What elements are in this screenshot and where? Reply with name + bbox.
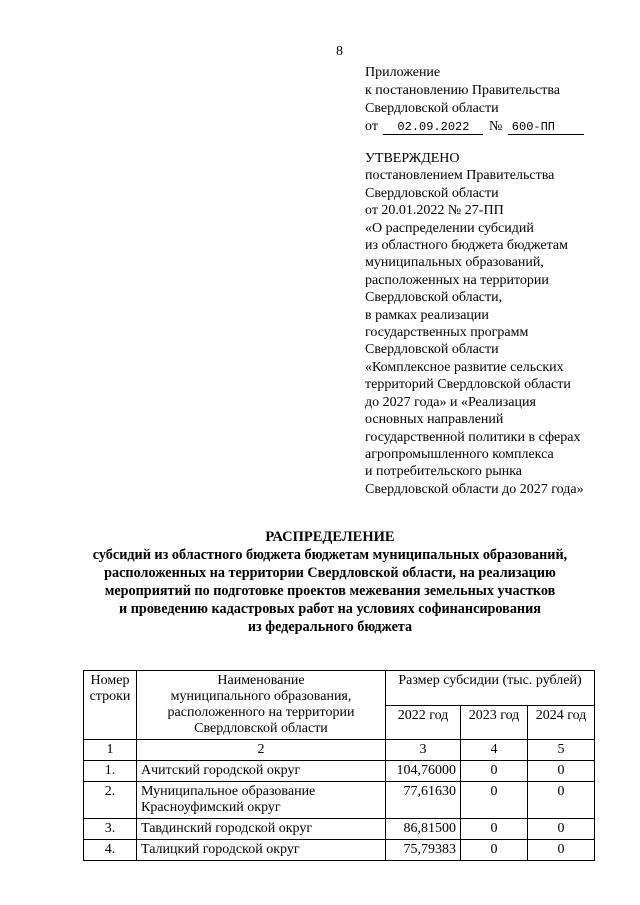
- heading-line: расположенных на территории Свердловской области, на реализацию: [104, 565, 556, 581]
- subsidy-2023: 0: [461, 819, 528, 840]
- date-prefix: от: [365, 119, 378, 134]
- approval-line: и потребительского рынка: [365, 464, 523, 480]
- approval-line: Свердловской области: [365, 342, 499, 358]
- heading-title: РАСПРЕДЕЛЕНИЕ: [265, 529, 395, 545]
- decree-number: 600-ПП: [508, 120, 584, 135]
- approval-line: государственной политики в сферах: [365, 429, 581, 445]
- decree-date-line: [365, 118, 584, 136]
- appendix-line: Свердловской области: [365, 101, 499, 116]
- header-text: муниципального образования,: [170, 689, 352, 704]
- column-number: 2: [137, 740, 386, 761]
- decree-date: 02.09.2022: [383, 120, 483, 135]
- subsidy-2022: 75,79383: [386, 840, 461, 861]
- approval-line: Свердловской области: [365, 185, 499, 201]
- header-municipality-name: [137, 671, 386, 740]
- header-subsidy-size: Размер субсидии (тыс. рублей): [386, 671, 595, 706]
- header-year-2022: 2022 год: [386, 705, 461, 740]
- table-row: [84, 782, 595, 819]
- row-number: 3.: [84, 819, 137, 840]
- approval-line: государственных программ: [365, 325, 529, 341]
- header-row-number: [84, 671, 137, 740]
- approval-line: Свердловской области до 2027 года»: [365, 481, 584, 497]
- approval-line: «Комплексное развитие сельских: [365, 359, 564, 375]
- column-number: 3: [386, 740, 461, 761]
- approval-line: расположенных на территории: [365, 272, 549, 288]
- heading-line: и проведению кадастровых работ на условиях софинансирования: [119, 601, 541, 617]
- municipality-name: Тавдинский городской округ: [137, 819, 386, 840]
- subsidy-2022: 86,81500: [386, 819, 461, 840]
- approval-line: из областного бюджета бюджетам: [365, 238, 568, 254]
- table-row: [84, 840, 595, 861]
- subsidy-2024: 0: [528, 819, 595, 840]
- approval-line: «О распределении субсидий: [365, 220, 534, 236]
- subsidy-2023: 0: [461, 761, 528, 782]
- table-row: [84, 761, 595, 782]
- row-number: 2.: [84, 782, 137, 819]
- approval-line: УТВЕРЖДЕНО: [365, 151, 460, 166]
- table-header-row: [84, 671, 595, 706]
- heading-line: мероприятий по подготовке проектов межевания земельных участков: [104, 583, 556, 599]
- municipality-name: Муниципальное образование Красноуфимский округ: [137, 782, 386, 819]
- approval-line: территорий Свердловской области: [365, 377, 571, 393]
- number-prefix: №: [488, 119, 503, 134]
- subsidy-2022: 77,61630: [386, 782, 461, 819]
- header-text: строки: [89, 689, 131, 704]
- subsidy-table: [83, 670, 595, 861]
- heading-line: из федерального бюджета: [247, 619, 413, 635]
- approval-line: в рамках реализации: [365, 307, 489, 323]
- table-row: [84, 819, 595, 840]
- column-number-row: [84, 740, 595, 761]
- subsidy-2024: 0: [528, 840, 595, 861]
- header-text: Свердловской области: [194, 721, 328, 736]
- heading-line: субсидий из областного бюджета бюджетам муниципальных образований,: [92, 547, 568, 563]
- subsidy-2022: 104,76000: [386, 761, 461, 782]
- row-number: 1.: [84, 761, 137, 782]
- header-text: расположенного на территории: [167, 705, 355, 720]
- approval-line: Свердловской области,: [365, 290, 503, 306]
- column-number: 1: [84, 740, 137, 761]
- page-number: 8: [336, 44, 343, 59]
- approval-block: [365, 150, 584, 498]
- header-year-2024: 2024 год: [528, 705, 595, 740]
- subsidy-2023: 0: [461, 782, 528, 819]
- approval-line: до 2027 года» и «Реализация: [365, 394, 536, 410]
- municipality-name: Талицкий городской округ: [137, 840, 386, 861]
- subsidy-2024: 0: [528, 782, 595, 819]
- approval-line: постановлением Правительства: [365, 168, 555, 184]
- subsidy-2023: 0: [461, 840, 528, 861]
- approval-line: агропромышленного комплекса: [365, 446, 554, 462]
- appendix-line: Приложение: [365, 65, 441, 80]
- document-heading: [40, 528, 620, 636]
- approval-line: муниципальных образований,: [365, 255, 544, 271]
- appendix-line: к постановлению Правительства: [365, 83, 561, 98]
- header-text: Номер: [90, 673, 130, 688]
- column-number: 5: [528, 740, 595, 761]
- row-number: 4.: [84, 840, 137, 861]
- column-number: 4: [461, 740, 528, 761]
- approval-line: основных направлений: [365, 412, 504, 428]
- appendix-block: [365, 64, 584, 136]
- header-text: Наименование: [217, 673, 305, 688]
- header-year-2023: 2023 год: [461, 705, 528, 740]
- municipality-name: Ачитский городской округ: [137, 761, 386, 782]
- approval-line: от 20.01.2022 № 27-ПП: [365, 203, 504, 219]
- subsidy-2024: 0: [528, 761, 595, 782]
